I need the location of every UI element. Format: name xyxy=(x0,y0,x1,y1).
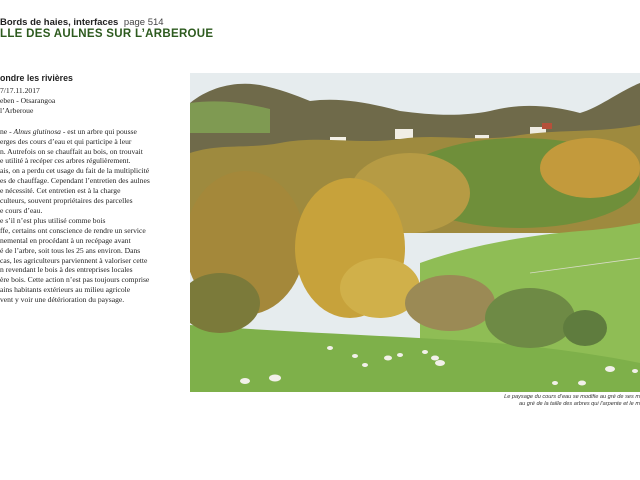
body-line: n revendant le bois à des entreprises locales xyxy=(0,265,133,275)
photo-caption xyxy=(470,394,640,409)
body-line: n. Autrefois on se chauffait au bois, on trouvait xyxy=(0,146,143,156)
running-header xyxy=(0,17,164,28)
caption-line-1: Le paysage du cours d’eau se modifie au gré de ses m xyxy=(504,394,640,400)
body-line: ffe, certains ont conscience de rendre un service xyxy=(0,225,146,235)
body-line-prefix: ne - xyxy=(0,126,14,136)
body-line: e utilité à recéper ces arbres régulièrement. xyxy=(0,156,131,166)
body-line: vent y voir une détérioration du paysage. xyxy=(0,295,125,305)
article-date: 7/17.11.2017 xyxy=(0,86,40,95)
body-line xyxy=(0,127,188,137)
body-line: e s’il n’est plus utilisé comme bois xyxy=(0,215,106,225)
article-body xyxy=(0,127,188,305)
body-line-suffix: - est un arbre qui pousse xyxy=(60,126,137,136)
body-line: ère bois. Cette action n’est pas toujours comprise xyxy=(0,275,150,285)
body-line: e cours d’eau. xyxy=(0,205,43,215)
body-line: nemental en procédant à un recépage avant xyxy=(0,235,131,245)
riverbank-shrubs xyxy=(405,275,495,331)
body-line: culteurs, souvent propriétaires des parcelles xyxy=(0,196,133,206)
body-line: ais, on a perdu cet usage du fait de la multiplicité xyxy=(0,166,150,176)
article-location-1: eben - Otsarangoa xyxy=(0,95,56,105)
article-location-2: l’Arberoue xyxy=(0,105,34,115)
article-subheading: ondre les rivières xyxy=(0,73,73,83)
section-name: Bords de haies, interfaces xyxy=(0,17,119,28)
article-title: LLE DES AULNES SUR L’ARBEROUE xyxy=(0,28,214,40)
caption-line-2: au gré de la taille des arbres qui l’arpente et le m xyxy=(519,401,640,408)
text-column xyxy=(0,73,188,305)
body-line: cas, les agriculteurs parviennent à valoriser cette xyxy=(0,255,148,265)
body-line: erges des cours d’eau et qui participe à leur xyxy=(0,136,132,146)
body-line: é de l’arbre, soit tous les 25 ans environ. Dans xyxy=(0,245,141,255)
body-line: ains habitants extérieurs au milieu agricole xyxy=(0,285,131,295)
body-line: e nécessité. Cet entretien est à la charge xyxy=(0,186,121,196)
species-name: Alnus glutinosa xyxy=(13,126,61,136)
body-line: es de chauffage. Cependant l’entretien des aulnes xyxy=(0,176,150,186)
landscape-photo xyxy=(190,73,640,392)
page-reference: page 514 xyxy=(123,17,164,28)
landscape-photo-icon xyxy=(190,73,640,392)
